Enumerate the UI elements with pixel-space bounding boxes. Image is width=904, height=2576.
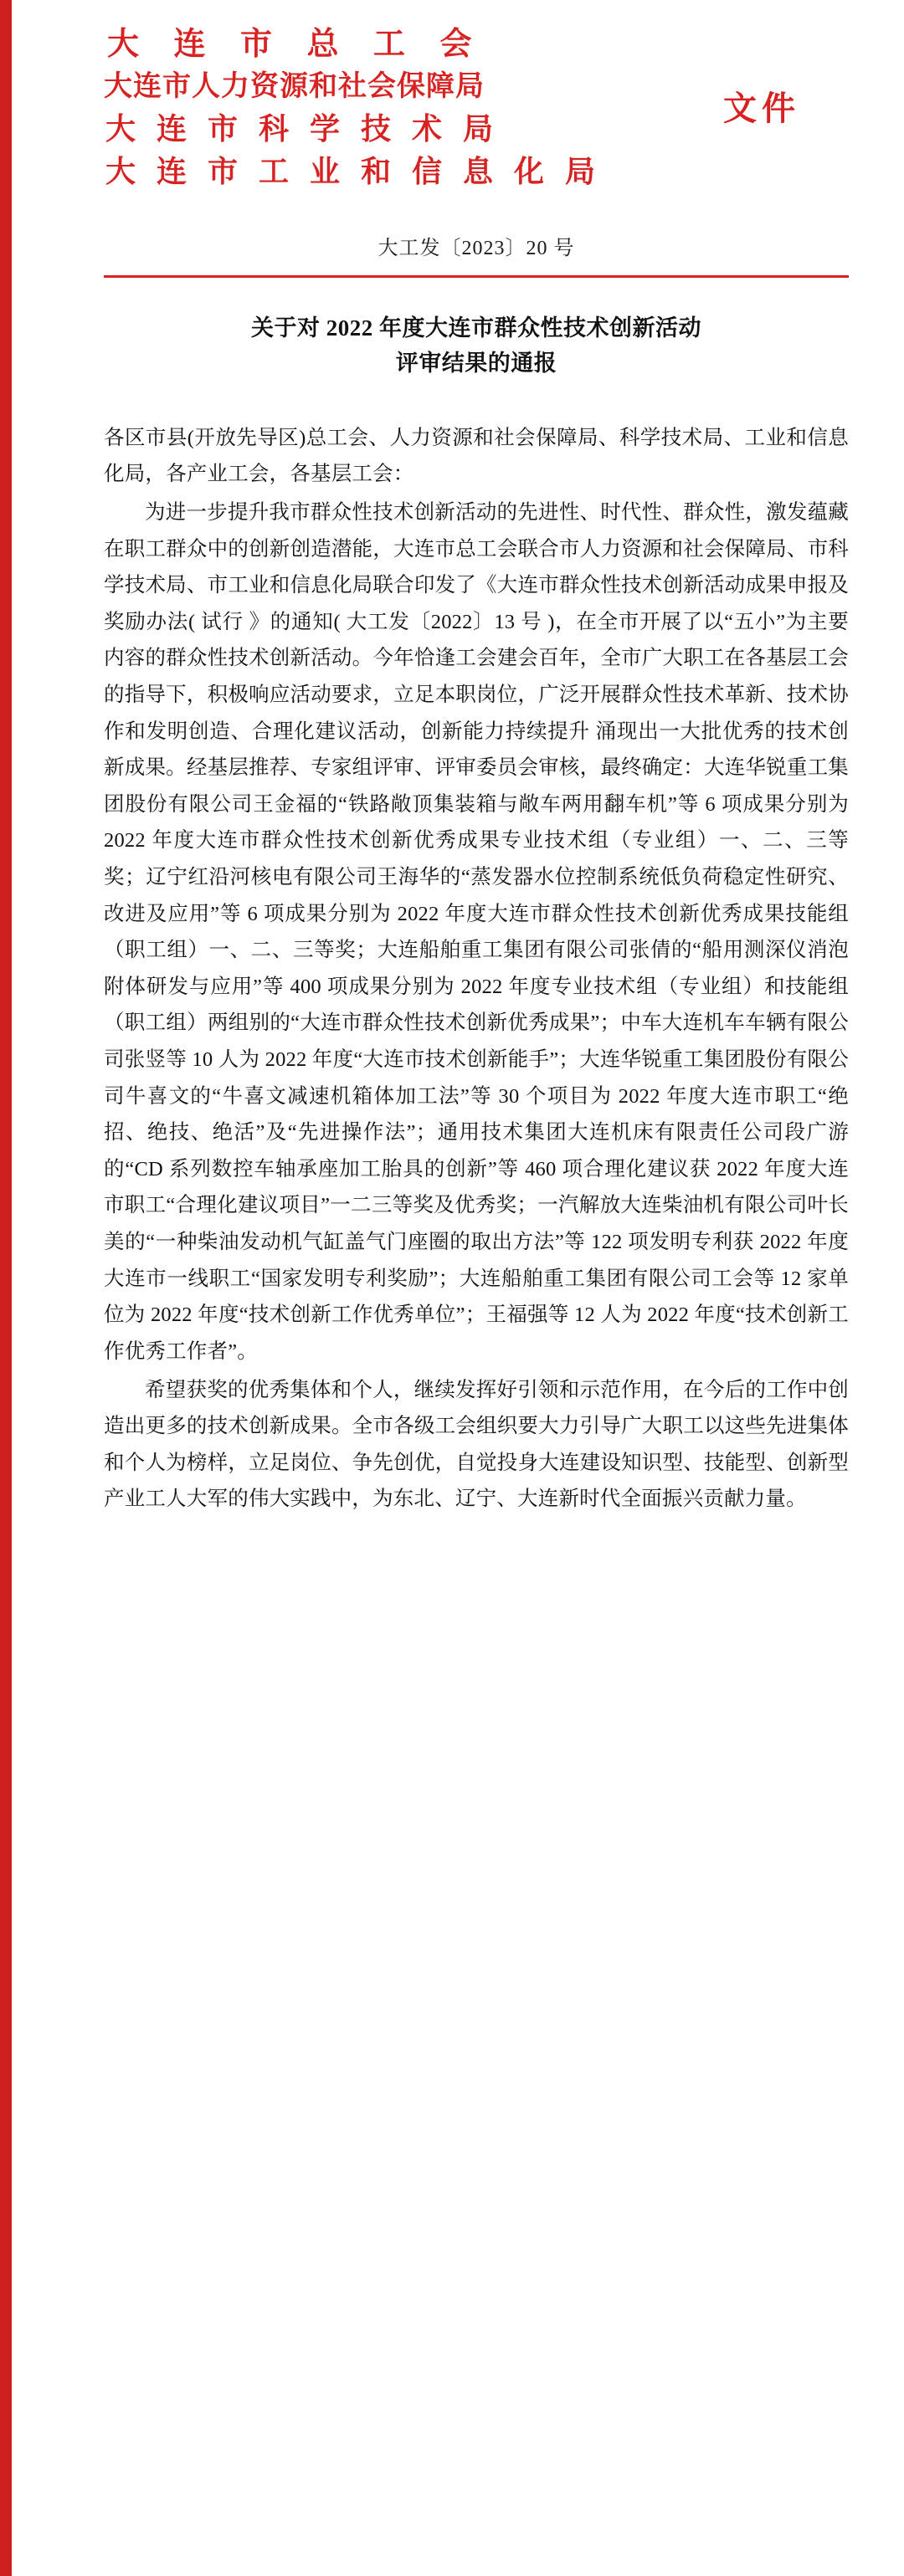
paragraph-salutation: 各区市县(开放先导区)总工会、人力资源和社会保障局、科学技术局、工业和信息化局，各产业工会，各基层工会：	[104, 426, 849, 486]
document-title-line-2: 评审结果的通报	[395, 350, 557, 376]
document-sheet	[12, 0, 904, 2576]
document-title-line-1: 关于对 2022 年度大连市群众性技术创新活动	[251, 315, 701, 341]
masthead-org-lines	[104, 28, 656, 187]
masthead-line-3: 大 连 市 科 学 技 术 局	[105, 112, 501, 146]
left-red-margin-bar	[0, 0, 12, 2576]
masthead-line-4: 大 连 市 工 业 和 信 息 化 局	[105, 155, 603, 188]
masthead-line-2: 大连市人力资源和社会保障局	[104, 71, 485, 102]
document-number: 大工发〔2023〕20 号	[378, 238, 575, 259]
document-title	[104, 311, 849, 382]
red-divider-rule	[104, 275, 849, 278]
paragraph-main: 为进一步提升我市群众性技术创新活动的先进性、时代性、群众性，激发蕴藏在职工群众中的创新创造潜能，大连市总工会联合市人力资源和社会保障局、市科学技术局、市工业和信息化局联合印发了《大连市群众性技术创新活动成果申报及奖励办法( 试行 》的通知( 大工发〔2022〕13 号 )，在全市开展了以“五小”为主要内容的群众性技术创新活动。今年恰逢工会建会百年，全市广大职工在各基层工会的指导下，积极响应活动要求，立足本职岗位，广泛开展群众性技术革新、技术协作和发明创造、合理化建议活动，创新能力持续提升 涌现出一大批优秀的技术创新成果。经基层推荐、专家组评审、评审委员会审核，最终确定：大连华锐重工集团股份有限公司王金福的“铁路敞顶集装箱与敞车两用翻车机”等 6 项成果分别为 2022 年度大连市群众性技术创新优秀成果专业技术组（专业组）一、二、三等奖；辽宁红沿河核电有限公司王海华的“蒸发器水位控制系统低负荷稳定性研究、改进及应用”等 6 项成果分别为 2022 年度大连市群众性技术创新优秀成果技能组（职工组）一、二、三等奖；大连船舶重工集团有限公司张倩的“船用测深仪消泡附体研发与应用”等 400 项成果分别为 2022 年度专业技术组（专业组）和技能组（职工组）两组别的“大连市群众性技术创新优秀成果”；中车大连机车车辆有限公司张竖等 10 人为 2022 年度“大连市技术创新能手”；大连华锐重工集团股份有限公司牛喜文的“牛喜文减速机箱体加工法”等 30 个项目为 2022 年度大连市职工“绝招、绝技、绝活”及“先进操作法”；通用技术集团大连机床有限责任公司段广游的“CD 系列数控车轴承座加工胎具的创新”等 460 项合理化建议获 2022 年度大连市职工“合理化建议项目”一二三等奖及优秀奖；一汽解放大连柴油机有限公司叶长美的“一种柴油发动机气缸盖气门座圈的取出方法”等 122 项发明专利获 2022 年度大连市一线职工“国家发明专利奖励”；大连船舶重工集团有限公司工会等 12 家单位为 2022 年度“技术创新工作优秀单位”；王福强等 12 人为 2022 年度“技术创新工作优秀工作者”。	[104, 500, 849, 1363]
document-body	[104, 420, 849, 1518]
paragraph-closing: 希望获奖的优秀集体和个人，继续发挥好引领和示范作用，在今后的工作中创造出更多的技术创新成果。全市各级工会组织要大力引导广大职工以这些先进集体和个人为榜样，立足岗位、争先创优，自觉投身大连建设知识型、技能型、创新型产业工人大军的伟大实践中，为东北、辽宁、大连新时代全面振兴贡献力量。	[104, 1378, 849, 1511]
masthead-line-1: 大 连 市 总 工 会	[107, 27, 485, 62]
masthead-document-label: 文件	[723, 90, 800, 127]
masthead	[104, 0, 849, 192]
